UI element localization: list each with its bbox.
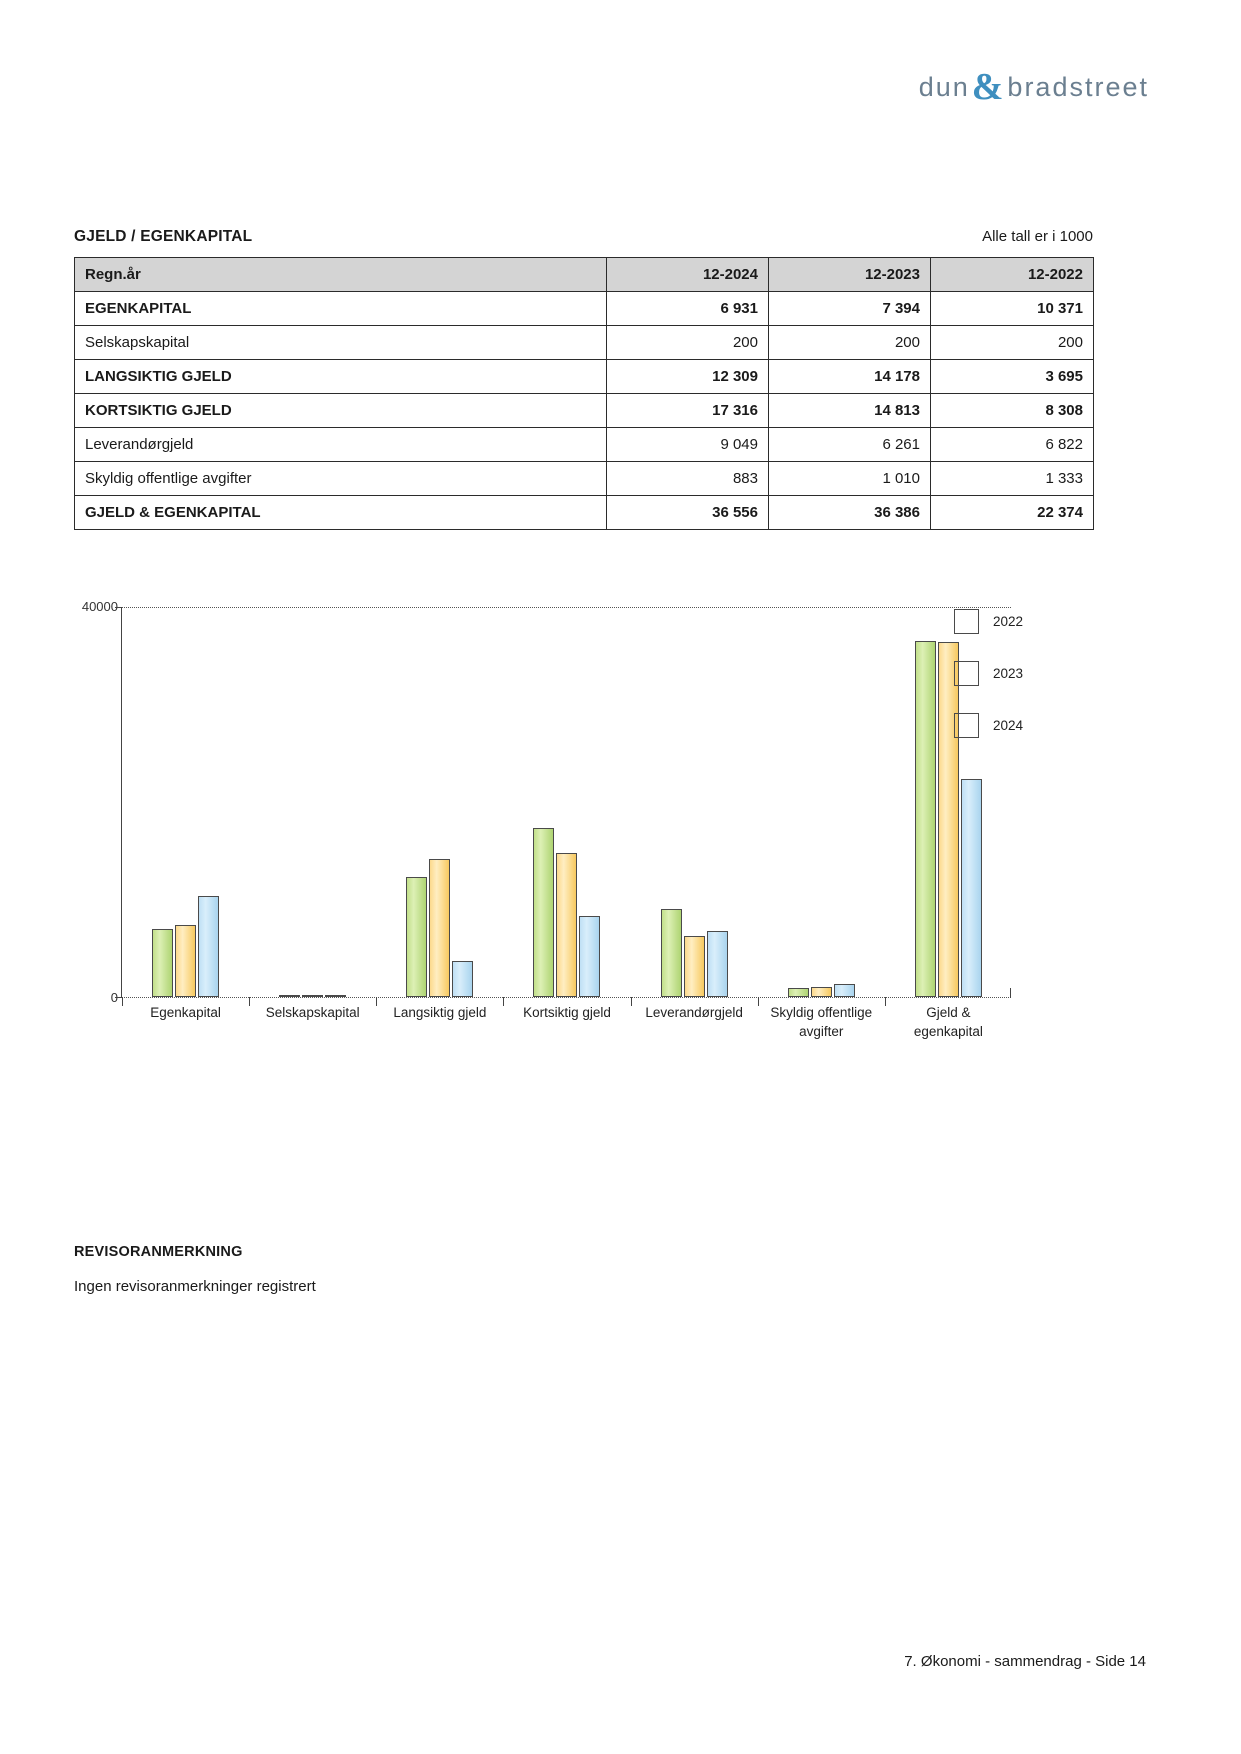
row-value-2022: 1 333 (931, 462, 1094, 496)
bar-cluster (631, 607, 758, 997)
row-value-2023: 7 394 (769, 292, 931, 326)
bar-2024 (661, 909, 682, 997)
row-value-2023: 200 (769, 326, 931, 360)
bar-2024 (533, 828, 554, 997)
legend-item-2022 (954, 608, 1084, 634)
row-value-2023: 36 386 (769, 496, 931, 530)
row-label: Skyldig offentlige avgifter (75, 462, 607, 496)
row-value-2022: 10 371 (931, 292, 1094, 326)
bar-2023 (302, 995, 323, 997)
bar-2023 (429, 859, 450, 997)
page-footer: 7. Økonomi - sammendrag - Side 14 (904, 1653, 1146, 1670)
brand-logo (919, 62, 1149, 106)
logo-word-dun: dun (918, 72, 970, 102)
chart-group (249, 607, 376, 1020)
y-axis-min-label: 0 (110, 990, 118, 1005)
logo-ampersand-icon: & (971, 66, 1006, 108)
row-label: GJELD & EGENKAPITAL (75, 496, 607, 530)
row-value-2024: 6 931 (607, 292, 769, 326)
row-value-2023: 14 178 (769, 360, 931, 394)
units-note: Alle tall er i 1000 (982, 228, 1093, 245)
legend-label-2024: 2024 (993, 717, 1024, 733)
bar-2022 (579, 916, 600, 997)
row-label: EGENKAPITAL (75, 292, 607, 326)
y-axis-tick-max (115, 607, 122, 608)
table-row (75, 360, 1094, 394)
row-value-2023: 1 010 (769, 462, 931, 496)
chart-group (758, 607, 885, 1039)
balance-bar-chart (74, 590, 1093, 1060)
legend-swatch-2024 (954, 713, 979, 738)
chart-legend (954, 608, 1084, 764)
bar-2022 (452, 961, 473, 997)
row-value-2022: 3 695 (931, 360, 1094, 394)
row-value-2024: 17 316 (607, 394, 769, 428)
logo-word-bradstreet: bradstreet (1007, 72, 1149, 102)
legend-item-2024 (954, 712, 1084, 738)
y-axis-max-label: 40000 (81, 599, 118, 614)
x-axis-label: Kortsiktig gjeld (523, 1005, 611, 1020)
row-value-2024: 12 309 (607, 360, 769, 394)
bar-2024 (788, 988, 809, 997)
bar-2022 (707, 931, 728, 998)
legend-swatch-2023 (954, 661, 979, 686)
bar-2022 (325, 995, 346, 997)
x-axis-label: Leverandørgjeld (645, 1005, 743, 1020)
bar-cluster (249, 607, 376, 997)
chart-group (122, 607, 249, 1020)
bar-cluster (503, 607, 630, 997)
bar-2022 (198, 896, 219, 997)
table-header-row (75, 258, 1094, 292)
bar-2024 (915, 641, 936, 997)
legend-label-2022: 2022 (993, 613, 1024, 629)
legend-item-2023 (954, 660, 1084, 686)
row-value-2023: 6 261 (769, 428, 931, 462)
x-axis-label: Selskapskapital (265, 1005, 360, 1020)
row-value-2022: 8 308 (931, 394, 1094, 428)
x-axis-label: Skyldig offentlige avgifter (770, 1005, 873, 1039)
row-value-2024: 36 556 (607, 496, 769, 530)
bar-cluster (122, 607, 249, 997)
bar-2023 (684, 936, 705, 997)
x-axis-label: Langsiktig gjeld (393, 1005, 487, 1020)
row-label: Selskapskapital (75, 326, 607, 360)
row-value-2024: 883 (607, 462, 769, 496)
section-header (74, 228, 1093, 246)
financial-table (74, 257, 1094, 530)
table-row (75, 428, 1094, 462)
row-label: Leverandørgjeld (75, 428, 607, 462)
row-value-2024: 200 (607, 326, 769, 360)
bar-2024 (279, 995, 300, 997)
revisor-heading: REVISORANMERKNING (74, 1244, 243, 1260)
chart-group (503, 607, 630, 1020)
row-value-2024: 9 049 (607, 428, 769, 462)
table-row (75, 394, 1094, 428)
col-header-2023: 12-2023 (769, 258, 931, 292)
chart-plot-area (122, 607, 1012, 1039)
x-axis-label: Egenkapital (150, 1005, 221, 1020)
row-value-2023: 14 813 (769, 394, 931, 428)
chart-group (631, 607, 758, 1020)
col-header-2024: 12-2024 (607, 258, 769, 292)
chart-group (376, 607, 503, 1020)
legend-swatch-2022 (954, 609, 979, 634)
bar-2022 (834, 984, 855, 997)
bar-2023 (175, 925, 196, 997)
row-value-2022: 6 822 (931, 428, 1094, 462)
bar-cluster (376, 607, 503, 997)
bar-cluster (758, 607, 885, 997)
gridline-bottom (121, 997, 1011, 998)
row-value-2022: 200 (931, 326, 1094, 360)
row-label: KORTSIKTIG GJELD (75, 394, 607, 428)
table-row (75, 462, 1094, 496)
legend-label-2023: 2023 (993, 665, 1024, 681)
bar-2022 (961, 779, 982, 997)
row-label: LANGSIKTIG GJELD (75, 360, 607, 394)
table-row (75, 292, 1094, 326)
row-value-2022: 22 374 (931, 496, 1094, 530)
bar-2024 (152, 929, 173, 997)
col-header-label: Regn.år (75, 258, 607, 292)
bar-2024 (406, 877, 427, 997)
bar-2023 (556, 853, 577, 997)
table-row (75, 326, 1094, 360)
x-axis-label: Gjeld & egenkapital (913, 1005, 983, 1039)
y-axis-tick-min (115, 997, 122, 998)
revisor-text: Ingen revisoranmerkninger registrert (74, 1278, 316, 1295)
col-header-2022: 12-2022 (931, 258, 1094, 292)
page-title: GJELD / EGENKAPITAL (74, 228, 253, 245)
bar-2023 (811, 987, 832, 997)
table-row (75, 496, 1094, 530)
